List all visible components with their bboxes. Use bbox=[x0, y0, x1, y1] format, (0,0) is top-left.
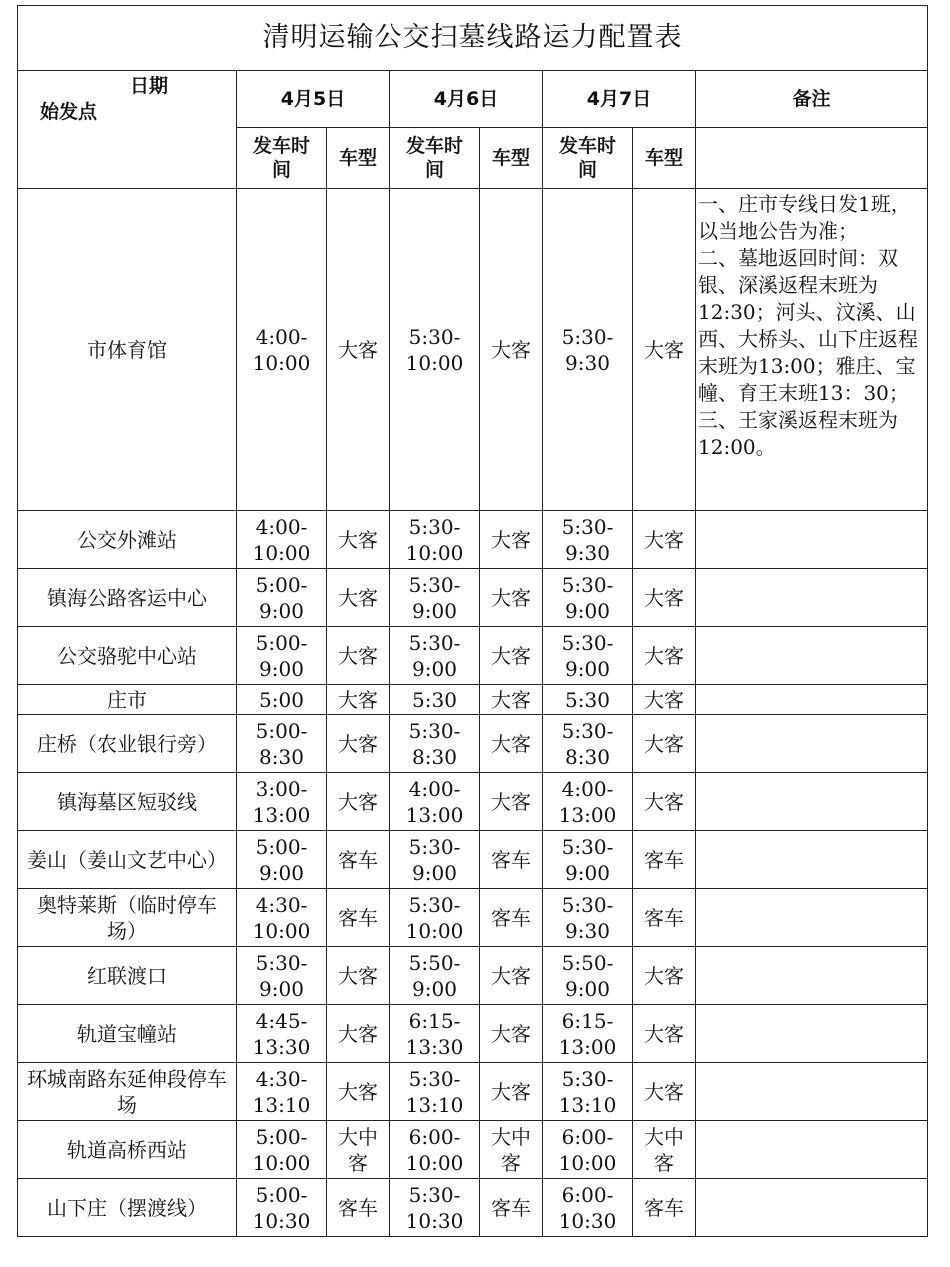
vehicle-type-cell-text: 客车 bbox=[644, 847, 684, 872]
vehicle-type-cell-text: 大中客 bbox=[491, 1124, 531, 1175]
vehicle-type-cell-text: 客车 bbox=[338, 847, 378, 872]
vehicle-type-cell-text: 大客 bbox=[491, 1021, 531, 1046]
vehicle-type-cell-text: 大客 bbox=[491, 527, 531, 552]
depart-time-cell-text: 5:30-10:00 bbox=[405, 892, 464, 943]
depart-time-cell bbox=[543, 685, 633, 715]
origin-cell-text: 公交骆驼中心站 bbox=[57, 643, 197, 668]
vehicle-type-cell bbox=[327, 1179, 390, 1237]
vehicle-type-cell bbox=[480, 627, 543, 685]
vehicle-type-cell-text: 大客 bbox=[491, 687, 531, 712]
table-row bbox=[18, 715, 928, 773]
depart-time-cell bbox=[390, 511, 480, 569]
vehicle-type-cell-text: 大客 bbox=[644, 643, 684, 668]
depart-time-cell-text: 5:30-9:30 bbox=[561, 324, 614, 375]
vehicle-type-cell-text: 大客 bbox=[338, 527, 378, 552]
depart-time-cell bbox=[237, 1005, 327, 1063]
depart-time-cell-text: 5:30-9:00 bbox=[255, 950, 308, 1001]
depart-time-cell-text: 4:00-10:00 bbox=[252, 514, 311, 565]
vehicle-type-cell bbox=[327, 1005, 390, 1063]
note-cell-empty bbox=[696, 1121, 928, 1179]
origin-label: 始发点 bbox=[40, 101, 98, 123]
vehicle-type-cell bbox=[480, 1121, 543, 1179]
vehicle-type-cell-text: 大客 bbox=[644, 1079, 684, 1104]
vehicle-type-cell bbox=[633, 569, 696, 627]
depart-time-cell-text: 6:15-13:30 bbox=[405, 1008, 464, 1059]
depart-time-cell bbox=[237, 773, 327, 831]
depart-time-cell-text: 5:00-10:30 bbox=[252, 1182, 311, 1233]
vehicle-type-cell bbox=[327, 715, 390, 773]
depart-header-1 bbox=[237, 128, 327, 189]
origin-cell-text: 镇海公路客运中心 bbox=[47, 585, 207, 610]
origin-cell bbox=[18, 569, 237, 627]
depart-time-cell bbox=[390, 1063, 480, 1121]
depart-time-cell bbox=[543, 715, 633, 773]
vehicle-type-cell-text: 大客 bbox=[644, 585, 684, 610]
depart-header-2 bbox=[390, 128, 480, 189]
depart-time-cell-text: 5:30 bbox=[565, 687, 610, 712]
note-cell-empty bbox=[696, 773, 928, 831]
depart-time-cell-text: 5:30-9:30 bbox=[561, 892, 614, 943]
note-cell-empty bbox=[696, 715, 928, 773]
vehicle-type-cell-text: 大客 bbox=[338, 687, 378, 712]
vehicle-type-cell-text: 大客 bbox=[338, 337, 378, 362]
vehicle-type-cell bbox=[480, 189, 543, 511]
depart-time-cell-text: 5:00-8:30 bbox=[255, 718, 308, 769]
vehicle-type-cell bbox=[480, 685, 543, 715]
depart-time-cell bbox=[390, 889, 480, 947]
origin-cell-text: 红联渡口 bbox=[87, 963, 167, 988]
depart-time-cell-text: 6:00-10:30 bbox=[558, 1182, 617, 1233]
table-row bbox=[18, 569, 928, 627]
depart-time-cell bbox=[543, 889, 633, 947]
origin-cell-text: 庄市 bbox=[107, 687, 147, 712]
depart-time-cell-text: 5:30-9:00 bbox=[408, 630, 461, 681]
vehicle-type-cell bbox=[327, 569, 390, 627]
origin-cell bbox=[18, 1005, 237, 1063]
depart-time-cell-text: 4:45-13:30 bbox=[252, 1008, 311, 1059]
table-row bbox=[18, 889, 928, 947]
depart-time-cell-text: 5:00 bbox=[259, 687, 304, 712]
date-label: 日期 bbox=[129, 75, 168, 97]
vehicle-type-cell-text: 大客 bbox=[644, 789, 684, 814]
vehicle-type-cell bbox=[327, 831, 390, 889]
vehicle-type-cell-text: 大客 bbox=[338, 789, 378, 814]
vehicle-type-cell bbox=[633, 1063, 696, 1121]
origin-cell bbox=[18, 627, 237, 685]
note-cell-empty bbox=[696, 889, 928, 947]
table-row bbox=[18, 773, 928, 831]
depart-time-cell-text: 5:30-10:30 bbox=[405, 1182, 464, 1233]
vehicle-type-cell-text: 客车 bbox=[644, 905, 684, 930]
depart-time-cell bbox=[390, 947, 480, 1005]
depart-time-cell-text: 5:50-9:00 bbox=[561, 950, 614, 1001]
origin-cell bbox=[18, 831, 237, 889]
vehicle-type-cell bbox=[633, 1179, 696, 1237]
vehicle-type-cell-text: 大客 bbox=[491, 585, 531, 610]
vehicle-type-cell bbox=[480, 569, 543, 627]
vehicle-type-cell-text: 大客 bbox=[338, 1021, 378, 1046]
depart-time-cell-text: 4:00-10:00 bbox=[252, 324, 311, 375]
depart-label: 发车时间 bbox=[405, 135, 463, 181]
depart-time-cell-text: 5:00-10:00 bbox=[252, 1124, 311, 1175]
vehicle-type-cell-text: 大客 bbox=[644, 1021, 684, 1046]
origin-cell-text: 庄桥（农业银行旁） bbox=[37, 731, 217, 756]
depart-time-cell-text: 5:30-9:00 bbox=[408, 572, 461, 623]
depart-time-cell-text: 4:00-13:00 bbox=[558, 776, 617, 827]
depart-time-cell-text: 5:30-9:00 bbox=[561, 572, 614, 623]
depart-time-cell bbox=[543, 831, 633, 889]
depart-time-cell-text: 5:30-9:00 bbox=[561, 630, 614, 681]
depart-time-cell bbox=[543, 1063, 633, 1121]
note-cell-empty bbox=[696, 1005, 928, 1063]
vehicle-type-cell-text: 客车 bbox=[491, 1195, 531, 1220]
origin-cell-text: 环城南路东延伸段停车场 bbox=[27, 1066, 227, 1117]
depart-time-cell bbox=[237, 627, 327, 685]
origin-cell bbox=[18, 685, 237, 715]
depart-time-cell bbox=[390, 1121, 480, 1179]
depart-time-cell bbox=[390, 1179, 480, 1237]
depart-time-cell-text: 5:30-8:30 bbox=[408, 718, 461, 769]
depart-time-cell bbox=[237, 189, 327, 511]
origin-cell bbox=[18, 773, 237, 831]
vehicle-type-cell bbox=[480, 715, 543, 773]
depart-time-cell-text: 4:30-10:00 bbox=[252, 892, 311, 943]
origin-cell-text: 轨道宝幢站 bbox=[77, 1021, 177, 1046]
vehicle-type-cell-text: 客车 bbox=[644, 1195, 684, 1220]
depart-time-cell-text: 5:50-9:00 bbox=[408, 950, 461, 1001]
table-row bbox=[18, 1121, 928, 1179]
vehicle-type-cell bbox=[633, 1005, 696, 1063]
depart-time-cell bbox=[543, 773, 633, 831]
vehicle-type-cell bbox=[633, 1121, 696, 1179]
depart-time-cell bbox=[543, 627, 633, 685]
vehicle-type-cell-text: 大客 bbox=[644, 687, 684, 712]
table-row bbox=[18, 685, 928, 715]
origin-cell-text: 镇海墓区短驳线 bbox=[57, 789, 197, 814]
depart-time-cell bbox=[543, 947, 633, 1005]
note-cell-empty bbox=[696, 685, 928, 715]
vehicle-type-cell-text: 大客 bbox=[644, 527, 684, 552]
depart-time-cell-text: 5:00-9:00 bbox=[255, 834, 308, 885]
vehicle-type-cell bbox=[633, 627, 696, 685]
vehicle-type-cell bbox=[327, 189, 390, 511]
depart-time-cell-text: 5:30-10:00 bbox=[405, 324, 464, 375]
depart-time-cell-text: 6:00-10:00 bbox=[405, 1124, 464, 1175]
depart-time-cell-text: 5:30-9:00 bbox=[408, 834, 461, 885]
depart-time-cell bbox=[390, 773, 480, 831]
vehicle-type-cell bbox=[480, 511, 543, 569]
vehicle-type-cell bbox=[633, 773, 696, 831]
depart-time-cell-text: 5:30 bbox=[412, 687, 457, 712]
table-row bbox=[18, 511, 928, 569]
depart-time-cell-text: 5:30-9:30 bbox=[561, 514, 614, 565]
depart-time-cell bbox=[390, 627, 480, 685]
depart-time-cell bbox=[390, 685, 480, 715]
depart-time-cell bbox=[237, 831, 327, 889]
note-header: 备注 bbox=[696, 71, 928, 128]
origin-cell-text: 山下庄（摆渡线） bbox=[47, 1195, 207, 1220]
vehicle-type-cell-text: 大客 bbox=[491, 789, 531, 814]
depart-time-cell-text: 6:00-10:00 bbox=[558, 1124, 617, 1175]
depart-time-cell bbox=[237, 715, 327, 773]
depart-time-cell bbox=[390, 569, 480, 627]
vehicle-type-cell bbox=[327, 889, 390, 947]
date-header-2: 4月6日 bbox=[390, 71, 543, 128]
vehicle-type-cell bbox=[327, 773, 390, 831]
depart-time-cell bbox=[543, 189, 633, 511]
vehicle-type-cell bbox=[633, 831, 696, 889]
depart-time-cell bbox=[543, 1005, 633, 1063]
vehicle-type-cell bbox=[633, 889, 696, 947]
depart-time-cell-text: 4:30-13:10 bbox=[252, 1066, 311, 1117]
depart-time-cell-text: 5:30-9:00 bbox=[561, 834, 614, 885]
note-cell-empty bbox=[696, 947, 928, 1005]
depart-time-cell bbox=[237, 889, 327, 947]
depart-time-cell bbox=[237, 1179, 327, 1237]
depart-time-cell bbox=[543, 569, 633, 627]
table-row bbox=[18, 1179, 928, 1237]
vehicle-type-cell bbox=[633, 511, 696, 569]
schedule-sheet bbox=[17, 5, 927, 1237]
vehicle-type-cell-text: 客车 bbox=[491, 847, 531, 872]
vehicle-type-cell-text: 大客 bbox=[491, 1079, 531, 1104]
origin-cell-text: 轨道高桥西站 bbox=[67, 1137, 187, 1162]
origin-cell bbox=[18, 511, 237, 569]
date-header-1: 4月5日 bbox=[237, 71, 390, 128]
vehicle-type-cell bbox=[633, 685, 696, 715]
depart-time-cell-text: 5:00-9:00 bbox=[255, 572, 308, 623]
depart-time-cell-text: 3:00-13:00 bbox=[252, 776, 311, 827]
depart-time-cell bbox=[543, 511, 633, 569]
table-row bbox=[18, 947, 928, 1005]
table-row bbox=[18, 831, 928, 889]
depart-time-cell bbox=[237, 511, 327, 569]
depart-time-cell bbox=[390, 189, 480, 511]
vehicle-type-cell-text: 大客 bbox=[338, 1079, 378, 1104]
depart-time-cell bbox=[390, 1005, 480, 1063]
schedule-table bbox=[17, 5, 928, 1237]
note-cell: 一、庄市专线日发1班，以当地公告为准； 二、墓地返回时间：双银、深溪返程末班为12:30；河头、汶溪、山西、大桥头、山下庄返程末班为13:00；雅庄、宝幢、育王末班13：30； 三、王家溪返程末班为12:00。 bbox=[696, 189, 928, 511]
note-cell-empty bbox=[696, 569, 928, 627]
origin-cell bbox=[18, 1179, 237, 1237]
vehicle-type-cell-text: 大客 bbox=[338, 643, 378, 668]
table-row bbox=[18, 1063, 928, 1121]
depart-time-cell bbox=[237, 569, 327, 627]
depart-time-cell-text: 5:30-8:30 bbox=[561, 718, 614, 769]
origin-cell-text: 市体育馆 bbox=[87, 337, 167, 362]
vehicle-type-cell-text: 大中客 bbox=[644, 1124, 684, 1175]
depart-time-cell bbox=[237, 947, 327, 1005]
type-header-3: 车型 bbox=[633, 128, 696, 189]
vehicle-type-cell bbox=[327, 511, 390, 569]
vehicle-type-cell-text: 大客 bbox=[491, 337, 531, 362]
vehicle-type-cell-text: 大中客 bbox=[338, 1124, 378, 1175]
vehicle-type-cell-text: 客车 bbox=[338, 1195, 378, 1220]
vehicle-type-cell-text: 大客 bbox=[338, 731, 378, 756]
origin-cell bbox=[18, 947, 237, 1005]
vehicle-type-cell bbox=[480, 773, 543, 831]
depart-label: 发车时间 bbox=[252, 135, 310, 181]
vehicle-type-cell-text: 大客 bbox=[491, 731, 531, 756]
origin-cell bbox=[18, 1063, 237, 1121]
table-row bbox=[18, 1005, 928, 1063]
depart-time-cell bbox=[390, 831, 480, 889]
vehicle-type-cell-text: 大客 bbox=[644, 337, 684, 362]
vehicle-type-cell-text: 客车 bbox=[491, 905, 531, 930]
vehicle-type-cell bbox=[327, 1121, 390, 1179]
depart-time-cell-text: 5:00-9:00 bbox=[255, 630, 308, 681]
depart-time-cell bbox=[237, 685, 327, 715]
vehicle-type-cell-text: 大客 bbox=[338, 963, 378, 988]
vehicle-type-cell bbox=[480, 1063, 543, 1121]
note-cell-empty bbox=[696, 627, 928, 685]
depart-label: 发车时间 bbox=[558, 135, 616, 181]
vehicle-type-cell bbox=[480, 1005, 543, 1063]
note-cell-empty bbox=[696, 1063, 928, 1121]
vehicle-type-cell bbox=[327, 627, 390, 685]
table-row bbox=[18, 627, 928, 685]
vehicle-type-cell-text: 大客 bbox=[491, 643, 531, 668]
note-subheader-empty bbox=[696, 128, 928, 189]
depart-time-cell-text: 5:30-13:10 bbox=[558, 1066, 617, 1117]
depart-time-cell bbox=[390, 715, 480, 773]
depart-time-cell-text: 5:30-13:10 bbox=[405, 1066, 464, 1117]
vehicle-type-cell bbox=[633, 715, 696, 773]
vehicle-type-cell-text: 大客 bbox=[338, 585, 378, 610]
type-header-1: 车型 bbox=[327, 128, 390, 189]
corner-header bbox=[18, 71, 237, 189]
vehicle-type-cell bbox=[327, 685, 390, 715]
date-header-3: 4月7日 bbox=[543, 71, 696, 128]
origin-cell bbox=[18, 189, 237, 511]
origin-cell bbox=[18, 715, 237, 773]
depart-time-cell-text: 5:30-10:00 bbox=[405, 514, 464, 565]
depart-time-cell bbox=[543, 1179, 633, 1237]
vehicle-type-cell bbox=[327, 1063, 390, 1121]
origin-cell-text: 奥特莱斯（临时停车场） bbox=[37, 892, 217, 943]
origin-cell bbox=[18, 889, 237, 947]
depart-time-cell-text: 4:00-13:00 bbox=[405, 776, 464, 827]
vehicle-type-cell bbox=[480, 947, 543, 1005]
vehicle-type-cell-text: 大客 bbox=[644, 731, 684, 756]
vehicle-type-cell-text: 大客 bbox=[491, 963, 531, 988]
vehicle-type-cell bbox=[327, 947, 390, 1005]
origin-cell-text: 姜山（姜山文艺中心） bbox=[27, 847, 227, 872]
vehicle-type-cell bbox=[633, 947, 696, 1005]
note-cell-empty bbox=[696, 511, 928, 569]
vehicle-type-cell bbox=[480, 1179, 543, 1237]
depart-time-cell bbox=[543, 1121, 633, 1179]
table-row bbox=[18, 189, 928, 511]
depart-header-3 bbox=[543, 128, 633, 189]
vehicle-type-cell-text: 大客 bbox=[644, 963, 684, 988]
type-header-2: 车型 bbox=[480, 128, 543, 189]
vehicle-type-cell-text: 客车 bbox=[338, 905, 378, 930]
depart-time-cell bbox=[237, 1063, 327, 1121]
origin-cell bbox=[18, 1121, 237, 1179]
depart-time-cell-text: 6:15-13:00 bbox=[558, 1008, 617, 1059]
note-cell-empty bbox=[696, 831, 928, 889]
vehicle-type-cell bbox=[480, 831, 543, 889]
depart-time-cell bbox=[237, 1121, 327, 1179]
origin-cell-text: 公交外滩站 bbox=[77, 527, 177, 552]
vehicle-type-cell bbox=[633, 189, 696, 511]
vehicle-type-cell bbox=[480, 889, 543, 947]
note-cell-empty bbox=[696, 1179, 928, 1237]
table-title: 清明运输公交扫墓线路运力配置表 bbox=[18, 6, 928, 71]
